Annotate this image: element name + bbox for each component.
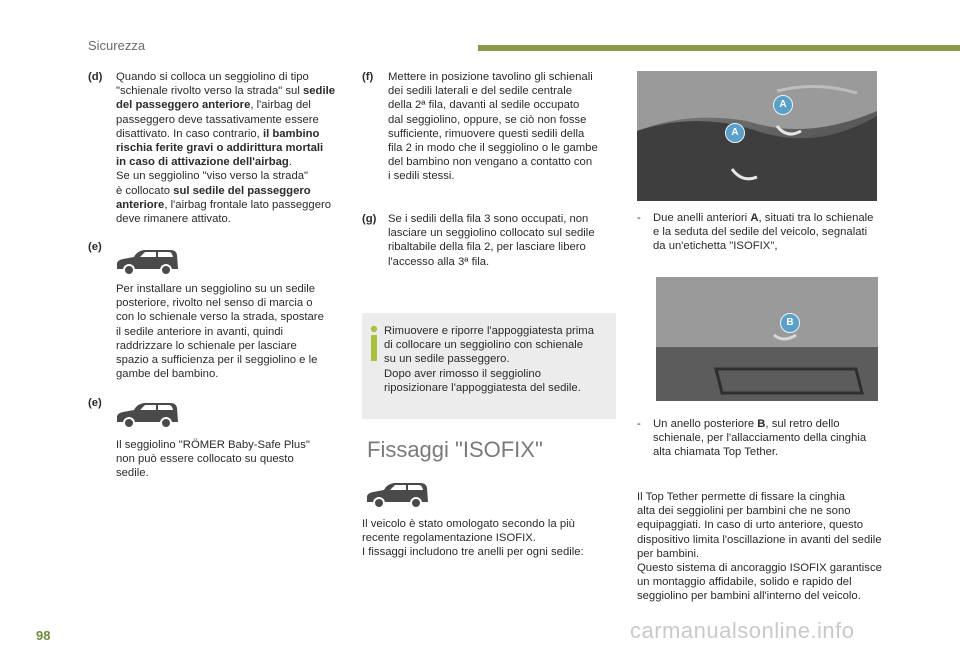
text-line: Un anello posteriore [653, 418, 755, 430]
text-line: Dopo aver rimosso il seggiolino [384, 367, 541, 380]
info-icon [370, 325, 378, 361]
text-line: dal seggiolino, oppure, se ciò non fosse [388, 113, 587, 126]
text-line: riposizionare l'appoggiatesta del sedile. [384, 381, 581, 394]
text-line: è collocato [116, 184, 171, 197]
text-line: un montaggio affidabile, solido e rapido del [637, 576, 852, 589]
text-line: Rimuovere e riporre l'appoggiatesta prima [384, 325, 594, 337]
paragraph-g [388, 212, 620, 269]
text-line: equipaggiati. In caso di urto anteriore, questo [637, 519, 864, 532]
bold-text: anteriore [116, 198, 165, 211]
paragraph-e1 [116, 282, 356, 381]
car-icon [114, 400, 180, 430]
text-line: Il seggiolino "RÖMER Baby-Safe Plus" [116, 439, 310, 451]
marker-b: B [780, 313, 800, 333]
text-line: disattivato. In caso contrario, [116, 127, 260, 140]
text-line: I fissaggi includono tre anelli per ogni sedile: [362, 546, 584, 559]
text-line: passeggero deve tassativamente essere [116, 113, 319, 126]
text-line: spazio a sufficienza per il seggiolino e le [116, 354, 318, 367]
text-line: Mettere in posizione tavolino gli schienali [388, 71, 593, 83]
seat-illustration [637, 71, 877, 201]
text-line: su un sedile passeggero. [384, 353, 510, 366]
text-line: da un'etichetta "ISOFIX", [653, 240, 778, 253]
page-number: 98 [36, 628, 51, 643]
text-line: sufficiente, rimuovere questi sedili della [388, 127, 585, 140]
label-d: (d) [88, 71, 103, 83]
text-line: , situati tra lo schienale [758, 212, 874, 224]
text-line: . [288, 156, 292, 169]
car-icon [364, 480, 430, 510]
text-line: , sul retro dello [765, 418, 840, 430]
text-line: schienale, per l'allacciamento della cinghia [653, 432, 867, 445]
text-line: alta dei seggiolini per bambini che ne sono [637, 505, 851, 518]
marker-a: A [773, 95, 793, 115]
text-line: con lo schienale verso la strada, spostare [116, 311, 324, 324]
header-rule [478, 45, 960, 51]
text-line: gambe del bambino. [116, 368, 219, 381]
text-line: della 2ª fila, davanti al sedile occupato [388, 99, 580, 112]
info-text [384, 324, 614, 395]
text-line: fila 2 in modo che il seggiolino o le gambe [388, 142, 598, 155]
text-line: , l'airbag del [250, 99, 311, 112]
bold-text: A [750, 212, 759, 224]
label-e1: (e) [88, 241, 102, 253]
isofix-title: Fissaggi "ISOFIX" [367, 437, 543, 462]
text-line: Il veicolo è stato omologato secondo la più [362, 518, 575, 530]
paragraph-e2 [116, 438, 356, 481]
bullet-dash: - [637, 418, 641, 430]
text-line: non può essere collocato su questo [116, 453, 294, 466]
bold-text: il bambino [262, 127, 320, 140]
text-line: per bambini. [637, 547, 700, 560]
text-line: sedile. [116, 467, 149, 480]
text-line: deve rimanere attivato. [116, 213, 231, 226]
text-line: "schienale rivolto verso la strada" sul [116, 85, 300, 98]
top-tether-paragraph [637, 490, 897, 604]
label-e2: (e) [88, 397, 102, 409]
text-line: seggiolino per bambini all'interno del veicolo. [637, 590, 861, 603]
text-line: Se un seggiolino "viso verso la strada" [116, 170, 309, 183]
text-line: del bambino non vengano a contatto con [388, 156, 593, 169]
isofix-front-anchors-photo [637, 71, 877, 201]
bullet-dash: - [637, 212, 641, 224]
bold-text: rischia ferite gravi o addirittura mortali [116, 142, 324, 155]
text-line: dei sedili laterali e del sedile centrale [388, 85, 572, 98]
text-line: dispositivo limita l'oscillazione in avanti del sedile [637, 533, 882, 546]
anchor-b-text [653, 417, 893, 460]
text-line: ribaltabile della fila 2, per lasciare libero [388, 241, 586, 254]
watermark: carmanualsonline.info [630, 618, 855, 643]
text-line: Questo sistema di ancoraggio ISOFIX garantisce [637, 562, 882, 575]
anchor-a-text [653, 211, 893, 254]
text-line: Il Top Tether permette di fissare la cinghia [637, 491, 846, 503]
text-line: recente regolamentazione ISOFIX. [362, 532, 536, 545]
bold-text: del passeggero anteriore [116, 99, 251, 112]
text-line: i sedili stessi. [388, 170, 455, 183]
isofix-paragraph [362, 517, 612, 560]
text-line: posteriore, rivolto nel senso di marcia o [116, 297, 313, 310]
text-line: lasciare un seggiolino collocato sul sedile [388, 227, 595, 240]
paragraph-f [388, 70, 620, 184]
text-line: , l'airbag frontale lato passeggero [164, 198, 332, 211]
marker-a: A [725, 123, 745, 143]
text-line: Due anelli anteriori [653, 212, 748, 224]
text-line: e la seduta del sedile del veicolo, segnalati [653, 226, 868, 239]
text-line: alta chiamata Top Tether. [653, 446, 779, 459]
text-line: raddrizzare lo schienale per lasciare [116, 339, 297, 352]
text-line: di collocare un seggiolino con schienale [384, 339, 584, 352]
paragraph-d [116, 70, 356, 226]
bold-text: sedile [302, 85, 336, 98]
bold-text: in caso di attivazione dell'airbag [116, 156, 289, 169]
car-icon [114, 247, 180, 277]
bold-text: sul sedile del passeggero [173, 184, 311, 197]
seatback-illustration [656, 277, 878, 401]
label-f: (f) [362, 71, 374, 83]
text-line: Quando si colloca un seggiolino di tipo [116, 71, 309, 83]
text-line: l'accesso alla 3ª fila. [388, 255, 490, 268]
text-line: Per installare un seggiolino su un sedile [116, 283, 316, 295]
section-title: Sicurezza [88, 38, 146, 53]
text-line: il sedile anteriore in avanti, quindi [116, 325, 284, 338]
isofix-rear-anchor-photo [656, 277, 878, 401]
bold-text: B [757, 418, 766, 430]
text-line: Se i sedili della fila 3 sono occupati, non [388, 213, 589, 225]
label-g: (g) [362, 213, 377, 225]
